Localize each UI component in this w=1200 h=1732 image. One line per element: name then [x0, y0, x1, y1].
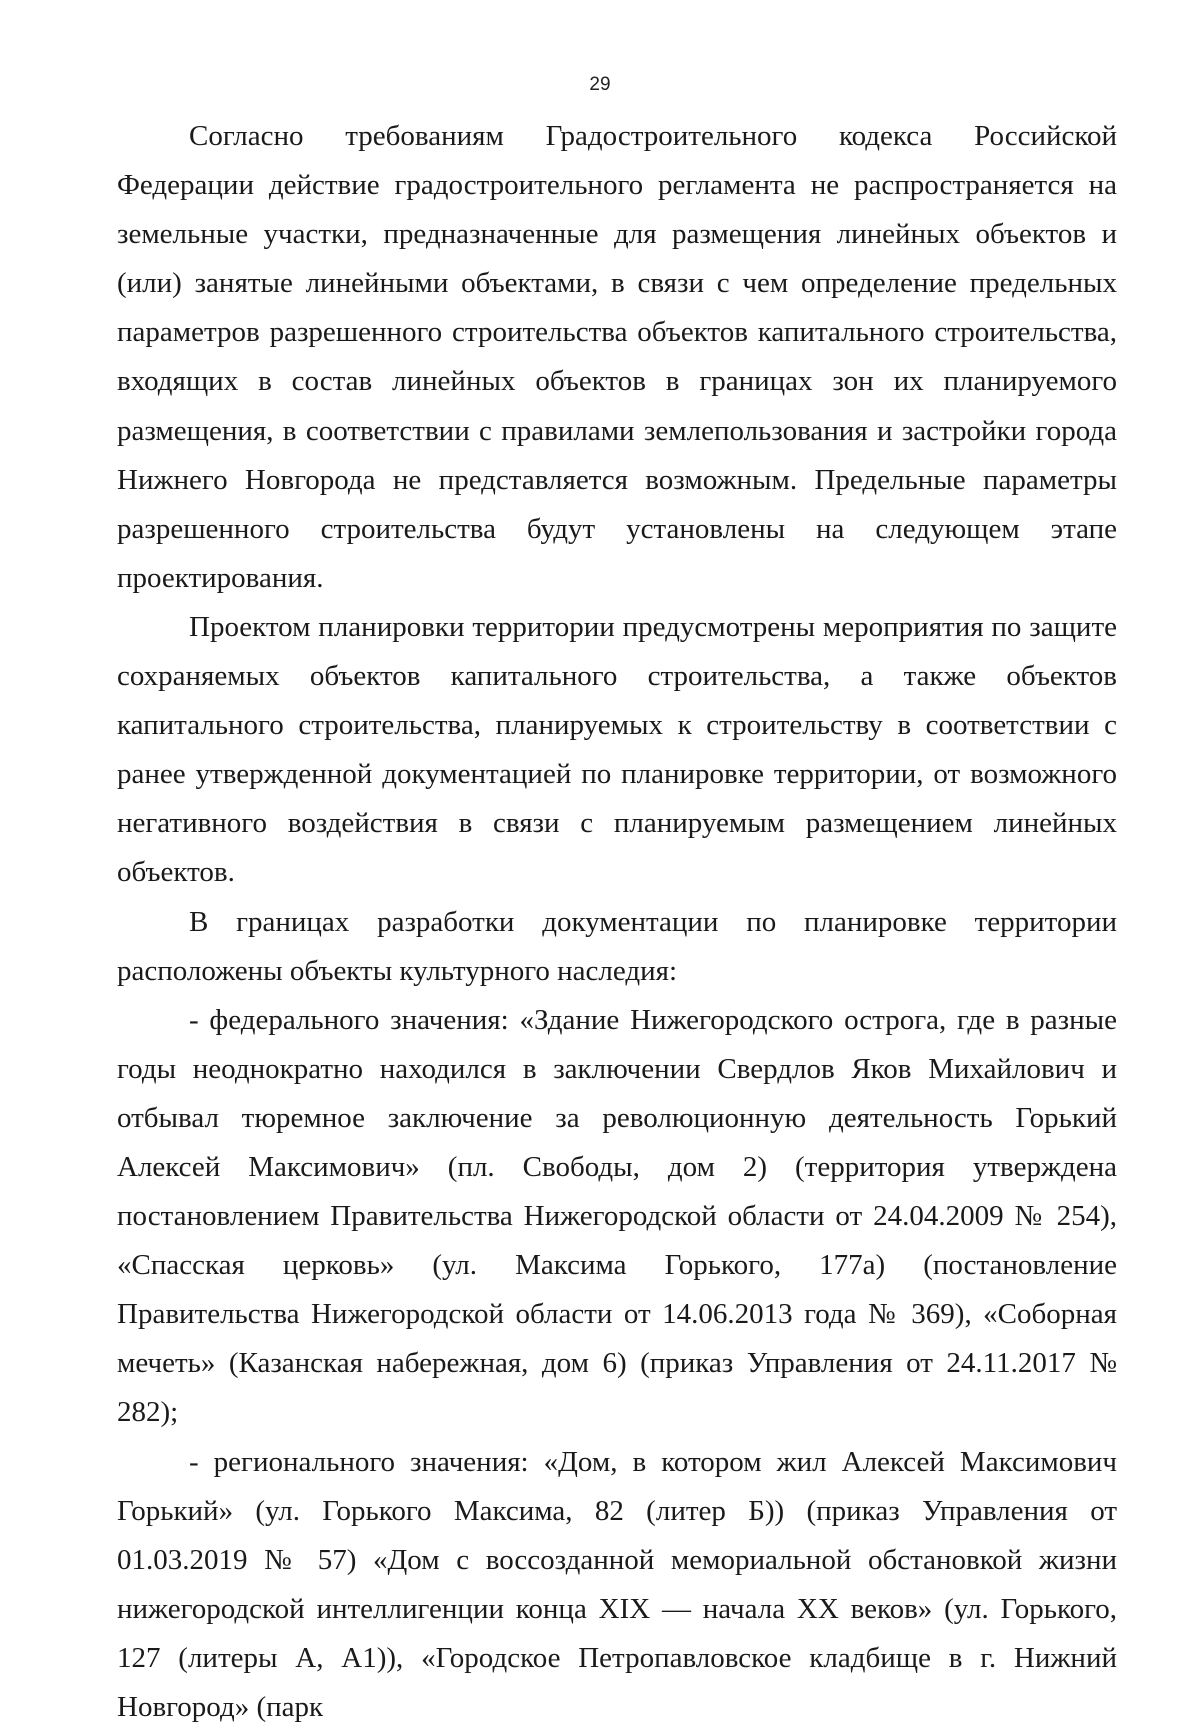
page-number: 29: [589, 74, 611, 95]
paragraph-obekty-kulturnogo-naslediya: В границах разработки документации по планировке территории расположены объекты культурного наследия:: [117, 905, 1117, 987]
list-item-regionalnogo-znacheniya: - регионального значения: «Дом, в котором жил Алексей Максимович Горький» (ул. Горького Максима, 82 (литер Б)) (приказ Управления от 01.03.2019 № 57) «Дом с воссозданной мемориальной обстановкой жизни нижегородской интеллигенции конца XIX — начала XX веков» (ул. Горького, 127 (литеры А, А1)), «Городское Петропавловское кладбище в г. Нижний Новгород» (парк: [117, 1445, 1117, 1723]
document-body: [117, 112, 1117, 1732]
paragraph-zashchita-obektov: Проектом планировки территории предусмотрены мероприятия по защите сохраняемых объектов капитального строительства, а также объектов капитального строительства, планируемых к строительству в соответствии с ранее утвержденной документацией по планировке территории, от возможного негативного воздействия в связи с планируемым размещением линейных объектов.: [117, 610, 1117, 889]
list-item-federalnogo-znacheniya: - федерального значения: «Здание Нижегородского острога, где в разные годы неоднократно находился в заключении Свердлов Яков Михайлович и отбывал тюремное заключение за революционную деятельность Горький Алексей Максимович» (пл. Свободы, дом 2) (территория утверждена постановлением Правительства Нижегородской области от 24.04.2009 № 254), «Спасская церковь» (ул. Максима Горького, 177а) (постановление Правительства Нижегородской области от 14.06.2013 года № 369), «Соборная мечеть» (Казанская набережная, дом 6) (приказ Управления от 24.11.2017 № 282);: [117, 1003, 1117, 1429]
paragraph-gradostroitelny-reglament: Согласно требованиям Градостроительного кодекса Российской Федерации действие градостроительного регламента не распространяется на земельные участки, предназначенные для размещения линейных объектов и (или) занятые линейными объектами, в связи с чем определение предельных параметров разрешенного строительства объектов капитального строительства, входящих в состав линейных объектов в границах зон их планируемого размещения, в соответствии с правилами землепользования и застройки города Нижнего Новгорода не представляется возможным. Предельные параметры разрешенного строительства будут установлены на следующем этапе проектирования.: [117, 120, 1117, 594]
